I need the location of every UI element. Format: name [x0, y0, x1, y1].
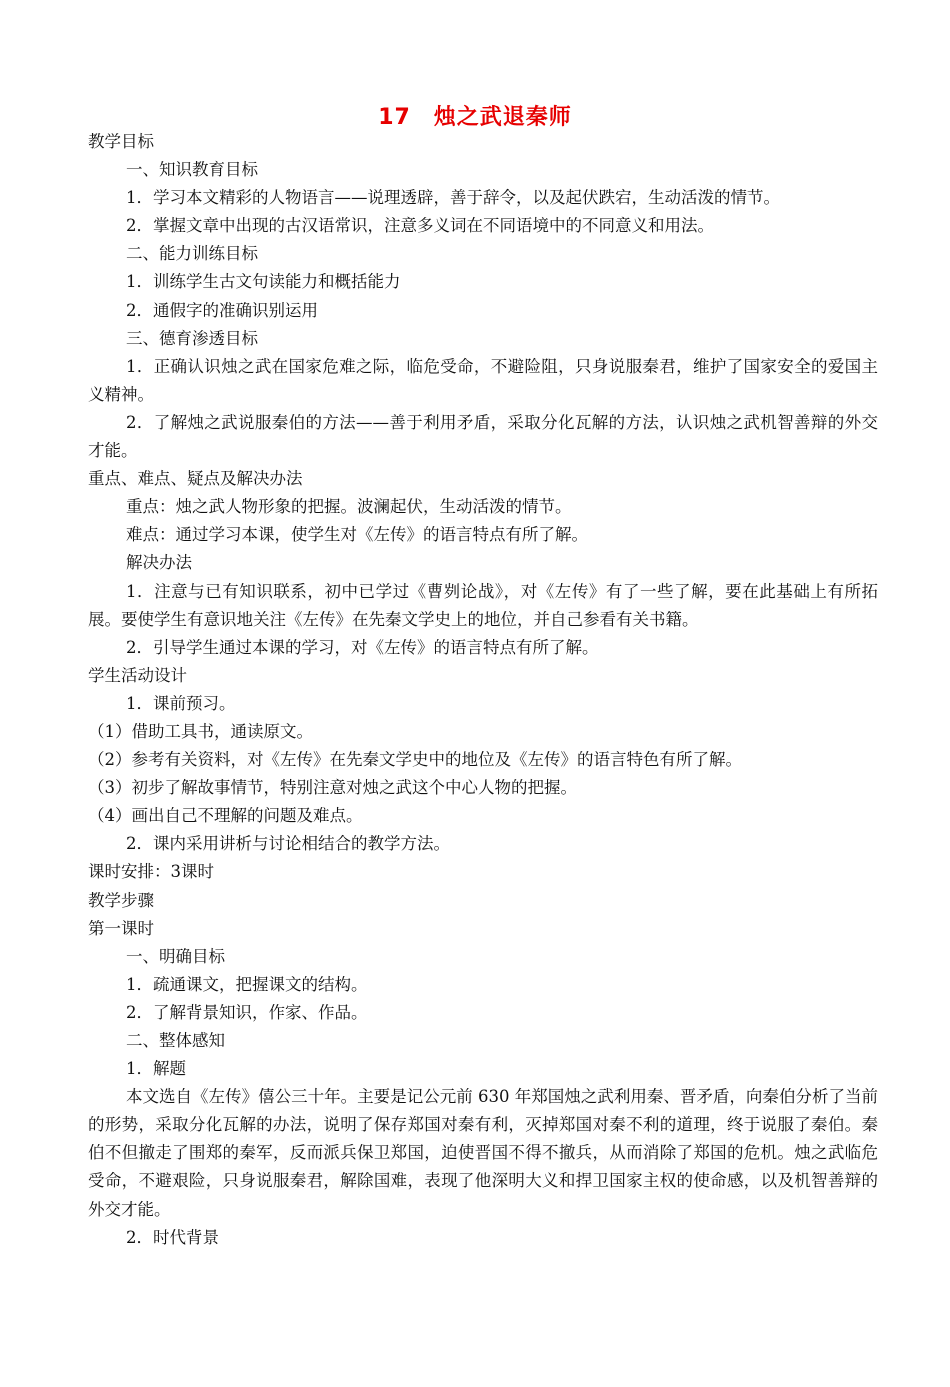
paragraph: 重点：烛之武人物形象的把握。波澜起伏，生动活泼的情节。 — [126, 497, 572, 517]
paragraph: 第一课时 — [88, 918, 154, 938]
paragraph: 2．掌握文章中出现的古汉语常识，注意多义词在不同语境中的不同意义和用法。 — [126, 216, 714, 236]
paragraph: （1）借助工具书，通读原文。 — [88, 721, 313, 741]
paragraph: 1．解题 — [126, 1059, 186, 1079]
paragraph: 2．时代背景 — [126, 1227, 219, 1247]
document-body — [88, 128, 878, 1252]
paragraph: 教学目标 — [88, 132, 154, 151]
paragraph: 二、整体感知 — [126, 1031, 225, 1050]
paragraph: （2）参考有关资料，对《左传》在先秦文学史中的地位及《左传》的语言特色有所了解。 — [88, 750, 742, 770]
paragraph: 1．正确认识烛之武在国家危难之际，临危受命，不避险阻，只身说服秦君，维护了国家安全的爱国主义精神。 — [88, 356, 878, 404]
paragraph: 1．训练学生古文句读能力和概括能力 — [126, 272, 401, 292]
paragraph: 1．学习本文精彩的人物语言——说理透辟，善于辞令，以及起伏跌宕，生动活泼的情节。 — [126, 188, 780, 208]
paragraph: 1．课前预习。 — [126, 693, 236, 713]
paragraph: 2．了解背景知识，作家、作品。 — [126, 1002, 368, 1022]
paragraph: 学生活动设计 — [88, 665, 187, 685]
paragraph: 课时安排：3课时 — [88, 862, 214, 882]
paragraph: 二、能力训练目标 — [126, 244, 258, 264]
paragraph: 2．引导学生通过本课的学习，对《左传》的语言特点有所了解。 — [126, 637, 599, 657]
paragraph: 难点：通过学习本课，使学生对《左传》的语言特点有所了解。 — [126, 525, 588, 545]
paragraph: 重点、难点、疑点及解决办法 — [88, 469, 303, 489]
paragraph: 2．了解烛之武说服秦伯的方法——善于利用矛盾，采取分化瓦解的方法，认识烛之武机智善辩的外交才能。 — [88, 412, 878, 461]
paragraph: 1．注意与已有知识联系，初中已学过《曹刿论战》，对《左传》有了一些了解，要在此基础上有所拓展。要使学生有意识地关注《左传》在先秦文学史上的地位，并自己参看有关书籍。 — [88, 581, 878, 629]
paragraph: 本文选自《左传》僖公三十年。主要是记公元前 630 年郑国烛之武利用秦、晋矛盾，向秦伯分析了当前的形势，采取分化瓦解的办法，说明了保存郑国对秦有利，灭掉郑国对秦不利的道理，终于说服了秦伯。秦伯不但撤走了围郑的秦军，反而派兵保卫郑国，迫使晋国不得不撤兵，从而消除了郑国的危机。烛之武临危受命，不避艰险，只身说服秦君，解除国难，表现了他深明大义和捍卫国家主权的使命感，以及机智善辩的外交才能。 — [88, 1087, 878, 1219]
paragraph: 三、德育渗透目标 — [126, 328, 258, 348]
document-title: 17 烛之武退秦师 — [378, 105, 572, 130]
paragraph: （3）初步了解故事情节，特别注意对烛之武这个中心人物的把握。 — [88, 778, 577, 798]
paragraph: 一、知识教育目标 — [126, 160, 258, 180]
paragraph: 一、明确目标 — [126, 946, 225, 966]
paragraph: 1．疏通课文，把握课文的结构。 — [126, 974, 368, 994]
paragraph: 解决办法 — [126, 553, 192, 573]
paragraph: 2．通假字的准确识别运用 — [126, 300, 318, 320]
paragraph: （4）画出自己不理解的问题及难点。 — [88, 806, 363, 826]
paragraph: 2．课内采用讲析与讨论相结合的教学方法。 — [126, 834, 450, 854]
paragraph: 教学步骤 — [88, 890, 154, 910]
